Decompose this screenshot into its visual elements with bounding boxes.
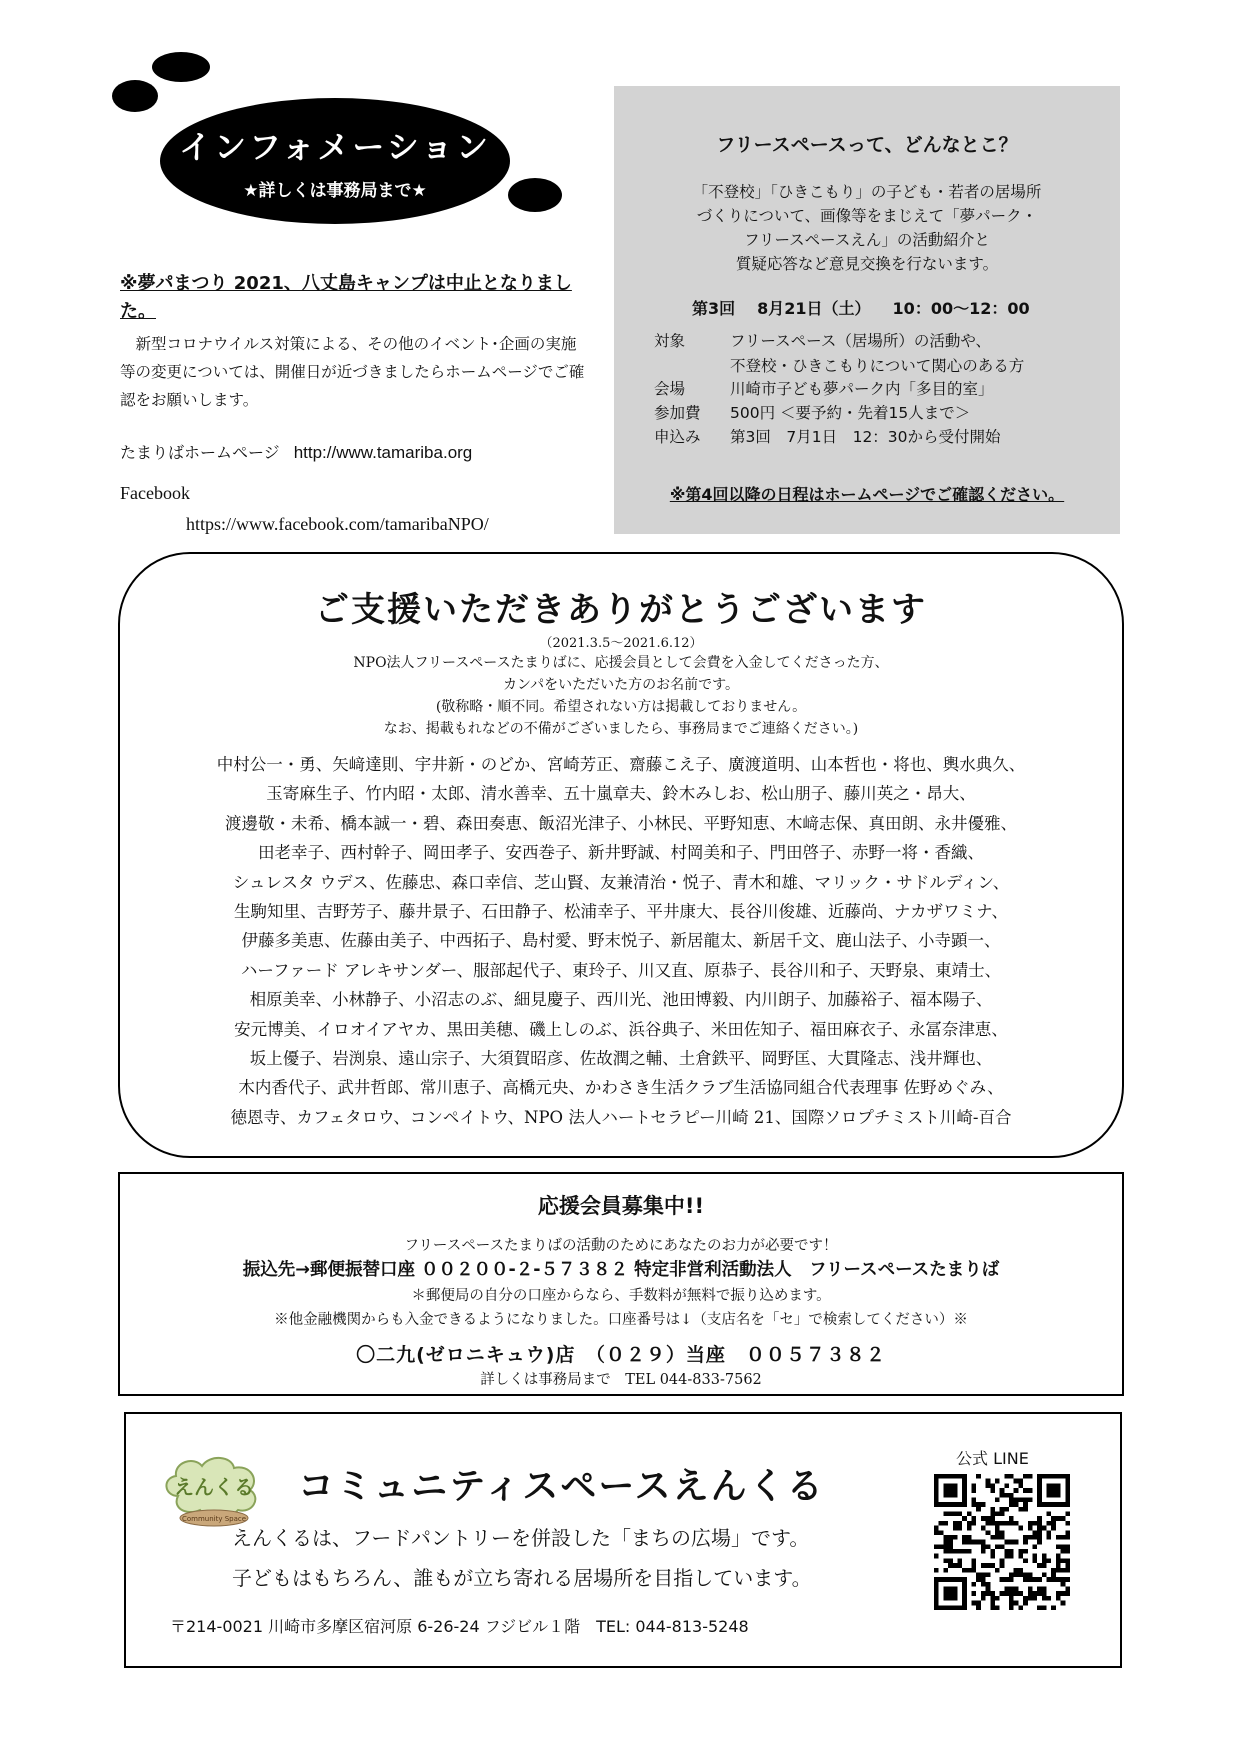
detail-key: 対象 [654, 332, 686, 350]
event-session: 第3回 [692, 299, 736, 318]
free-space-footer-note: ※第4回以降の日程はホームページでご確認ください。 [669, 485, 1065, 504]
cancellation-headline: ※夢パまつり 2021、八丈島キャンプは中止となりました。 [120, 273, 572, 322]
supporter-names-line: ハーファード アレキサンダー、服部起代子、東玲子、川又直、原恭子、長谷川和子、天野泉、東靖士、 [240, 960, 1002, 980]
homepage-label: たまりばホームページ [120, 443, 280, 462]
detail-key: 申込み [654, 428, 701, 446]
other-bank-note: ※他金融機関からも入金できるようになりました。口座番号は↓（支店名を「セ」で検索してください）※ [274, 1312, 968, 1328]
detail-key: 参加費 [654, 404, 701, 422]
community-desc-line: えんくるは、フードパントリーを併設した「まちの広場」です。 [232, 1526, 810, 1550]
information-subtitle: ★詳しくは事務局まで★ [243, 181, 427, 201]
notice-body: 新型コロナウイルス対策による、その他のイベント･企画の実施等の変更については、開催日が近づきましたらホームページでご確認をお願いします。 [120, 335, 585, 409]
intro-line: NPO法人フリースペースたまりばに、応援会員として会費を入金してくださった方、 [353, 655, 889, 671]
facebook-link[interactable]: https://www.facebook.com/tamaribaNPO/ [186, 514, 489, 534]
event-date-line [692, 296, 1052, 319]
free-space-description [614, 180, 1120, 276]
postal-fee-note: ＊郵便局の自分の口座からなら、手数料が無料で振り込めます。 [411, 1288, 831, 1304]
supporter-names-line: 木内香代子、武井哲郎、常川恵子、高橋元央、かわさき生活クラブ生活協同組合代表理事 佐野めぐみ、 [238, 1078, 1004, 1098]
detail-row-fee [654, 402, 970, 424]
homepage-link[interactable]: http://www.tamariba.org [293, 443, 473, 462]
transfer-account: 振込先→郵便振替口座 ００２００-２-５７３８２ 特定非営利活動法人 フリースペースたまりば [242, 1260, 1000, 1280]
bubble-dot [508, 178, 562, 212]
enkuru-logo-icon [160, 1452, 268, 1532]
event-time: 10：00〜12：00 [892, 299, 1030, 318]
information-bubble [160, 98, 510, 224]
thanks-intro [120, 652, 1122, 740]
intro-line: カンパをいただいた方のお名前です。 [503, 677, 739, 693]
supporter-names-line: 安元博美、イロオイアヤカ、黒田美穂、磯上しのぶ、浜谷典子、米田佐知子、福田麻衣子、永冨奈津恵、 [234, 1019, 1008, 1039]
description-line: 「不登校」「ひきこもり」の子ども・若者の居場所 [692, 183, 1042, 201]
logo-subtext: Community Space [181, 1515, 247, 1523]
description-line: づくりについて、画像等をまじえて「夢パーク・ [696, 207, 1038, 225]
supporter-names-line: 坂上優子、岩渕泉、遠山宗子、大須賀昭彦、佐故潤之輔、土倉鉄平、岡野匡、大貫隆志、浅井輝也、 [249, 1049, 993, 1069]
supporters-thanks-box [118, 552, 1124, 1158]
member-appeal: フリースペースたまりばの活動のためにあなたのお力が必要です！ [404, 1238, 838, 1254]
detail-value: 川崎市子ども夢パーク内「多目的室」 [730, 380, 994, 398]
homepage-line [120, 440, 472, 463]
intro-line: (敬称略・順不同。希望されない方は掲載しておりません。 [435, 699, 807, 715]
bubble-dot [112, 80, 158, 112]
detail-row-apply [654, 426, 1001, 448]
free-space-event-box [614, 86, 1120, 534]
event-date: 8月21日（土） [757, 299, 871, 318]
facebook-label: Facebook [120, 483, 190, 503]
qr-code-icon[interactable] [934, 1474, 1070, 1610]
community-desc-line: 子どもはもちろん、誰もが立ち寄れる居場所を目指しています。 [232, 1566, 812, 1590]
community-address: 〒214-0021 川崎市多摩区宿河原 6-26-24 フジビル１階 TEL: 044-813-5248 [170, 1617, 749, 1636]
detail-key: 会場 [654, 380, 686, 398]
community-title: コミュニティスペースえんくる [298, 1466, 825, 1507]
detail-row-target [654, 330, 991, 352]
description-line: 質疑応答など意見交換を行ないます。 [735, 255, 999, 273]
official-line-label: 公式 LINE [956, 1449, 1029, 1468]
intro-line: なお、掲載もれなどの不備がございましたら、事務局までご連絡ください。) [383, 721, 859, 737]
supporter-names-line: 生駒知里、吉野芳子、藤井景子、石田静子、松浦幸子、平井康大、長谷川俊雄、近藤尚、ナカザワミナ、 [233, 902, 1008, 922]
bubble-dot [152, 52, 210, 82]
detail-value: フリースペース（居場所）の活動や、 [730, 332, 992, 350]
supporter-names-list [160, 750, 1082, 1132]
supporter-names-line: 相原美幸、小林静子、小沼志のぶ、細見慶子、西川光、池田博毅、内川朗子、加藤裕子、福本陽子、 [249, 990, 993, 1010]
supporter-names-line: 渡邊敬・未希、橋本誠一・碧、森田奏恵、飯沼光津子、小林民、平野知恵、木﨑志保、真田朗、永井優雅、 [225, 813, 1017, 833]
description-line: フリースペースえん」の活動紹介と [744, 231, 990, 249]
supporter-names-line: シュレスタ ウデス、佐藤忠、森口幸信、芝山賢、友兼清治・悦子、青木和雄、マリック・サドルディン、 [232, 872, 1010, 892]
community-space-box [124, 1412, 1122, 1668]
detail-target-cont: 不登校・ひきこもりについて関心のある方 [730, 357, 1025, 375]
bank-account-number: 〇二九(ゼロニキュウ)店 （０２９）当座 ００５７３８２ [356, 1344, 886, 1366]
supporter-names-line: 中村公一・勇、矢﨑達則、宇井新・のどか、宮崎芳正、齋藤こえ子、廣渡道明、山本哲也・将也、輿水典久、 [216, 755, 1026, 774]
detail-value: 500円 ＜要予約・先着15人まで＞ [730, 404, 971, 422]
thanks-period: （2021.3.5〜2021.6.12） [539, 636, 703, 651]
thanks-title: ご支援いただきありがとうございます [315, 590, 927, 630]
information-title: インフォメーション [178, 128, 492, 166]
detail-row-venue [654, 378, 994, 400]
detail-value: 第3回 7月1日 12：30から受付開始 [730, 428, 1001, 446]
supporter-names-line: 徳恩寺、カフェタロウ、コンペイトウ、NPO 法人ハートセラピー川崎 21、国際ソロプチミスト川崎-百合 [230, 1107, 1012, 1127]
office-contact: 詳しくは事務局まで TEL 044-833-7562 [480, 1372, 762, 1388]
supporter-names-line: 玉寄麻生子、竹内昭・太郎、清水善幸、五十嵐章夫、鈴木みしお、松山朋子、藤川英之・昂大、 [266, 784, 976, 804]
member-title: 応援会員募集中!! [537, 1194, 705, 1218]
member-recruiting-box [118, 1172, 1124, 1396]
supporter-names-line: 田老幸子、西村幹子、岡田孝子、安西巻子、新井野誠、村岡美和子、門田啓子、赤野一将・香織、 [258, 843, 984, 863]
logo-text: えんくる [174, 1475, 254, 1499]
supporter-names-line: 伊藤多美恵、佐藤由美子、中西拓子、島村愛、野末悦子、新居龍太、新居千文、鹿山法子、小寺顕一、 [241, 931, 1001, 951]
free-space-title: フリースペースって、どんなとこ？ [716, 134, 1018, 156]
